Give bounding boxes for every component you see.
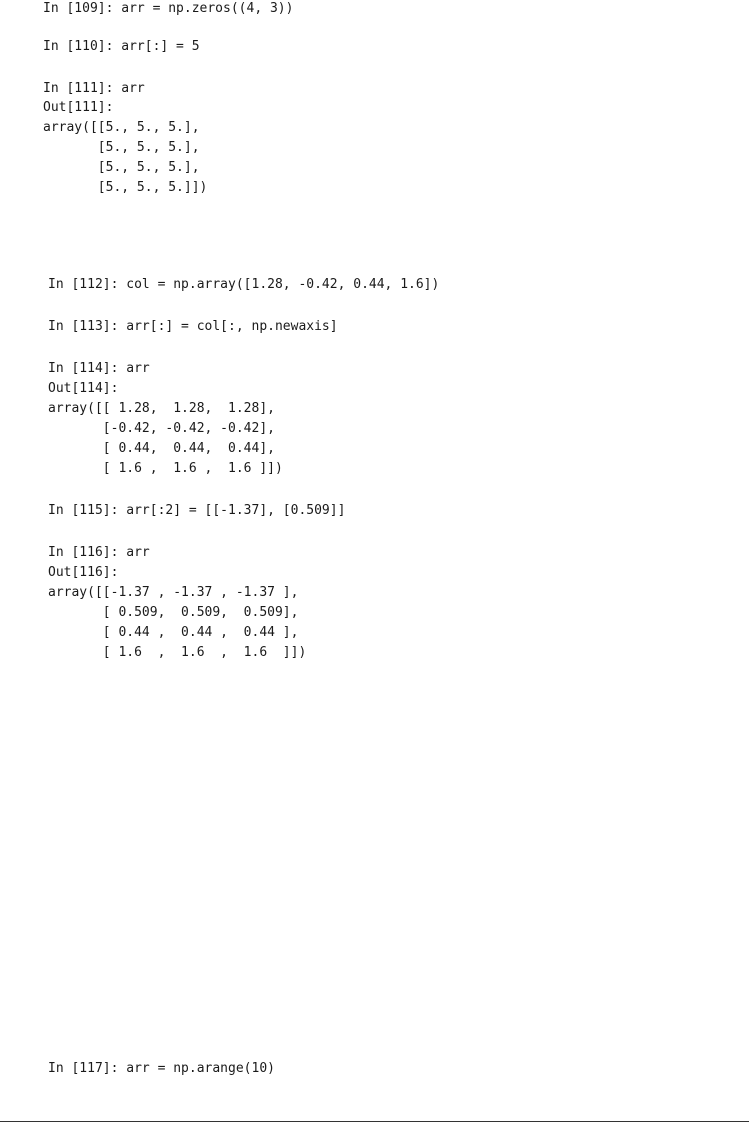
code-line-array-row: [5., 5., 5.]]) [43,180,208,195]
code-line-in-110: In [110]: arr[:] = 5 [43,39,200,54]
code-line-in-116: In [116]: arr [48,545,150,560]
code-line-array-row: [ 0.509, 0.509, 0.509], [48,605,299,620]
code-line-array-row: [ 1.6 , 1.6 , 1.6 ]]) [48,645,307,660]
code-line-array-row: [-0.42, -0.42, -0.42], [48,421,275,436]
code-line-in-113: In [113]: arr[:] = col[:, np.newaxis] [48,319,338,334]
code-line-in-115: In [115]: arr[:2] = [[-1.37], [0.509]] [48,503,346,518]
code-line-array-row: [5., 5., 5.], [43,160,200,175]
code-line-in-117: In [117]: arr = np.arange(10) [48,1061,275,1076]
code-line-out-114: Out[114]: [48,381,119,396]
code-line-in-109: In [109]: arr = np.zeros((4, 3)) [43,1,294,16]
page-bottom-rule [0,1121,749,1122]
code-line-array-row: array([[5., 5., 5.], [43,120,200,135]
code-line-out-116: Out[116]: [48,565,119,580]
code-line-array-row: array([[ 1.28, 1.28, 1.28], [48,401,275,416]
code-line-array-row: [ 0.44 , 0.44 , 0.44 ], [48,625,299,640]
code-line-array-row: [5., 5., 5.], [43,140,200,155]
code-line-in-112: In [112]: col = np.array([1.28, -0.42, 0.44, 1.6]) [48,277,440,292]
code-line-in-111: In [111]: arr [43,81,145,96]
code-line-array-row: [ 0.44, 0.44, 0.44], [48,441,275,456]
code-line-in-114: In [114]: arr [48,361,150,376]
code-line-array-row: array([[-1.37 , -1.37 , -1.37 ], [48,585,299,600]
code-line-out-111: Out[111]: [43,100,114,115]
code-line-array-row: [ 1.6 , 1.6 , 1.6 ]]) [48,461,283,476]
